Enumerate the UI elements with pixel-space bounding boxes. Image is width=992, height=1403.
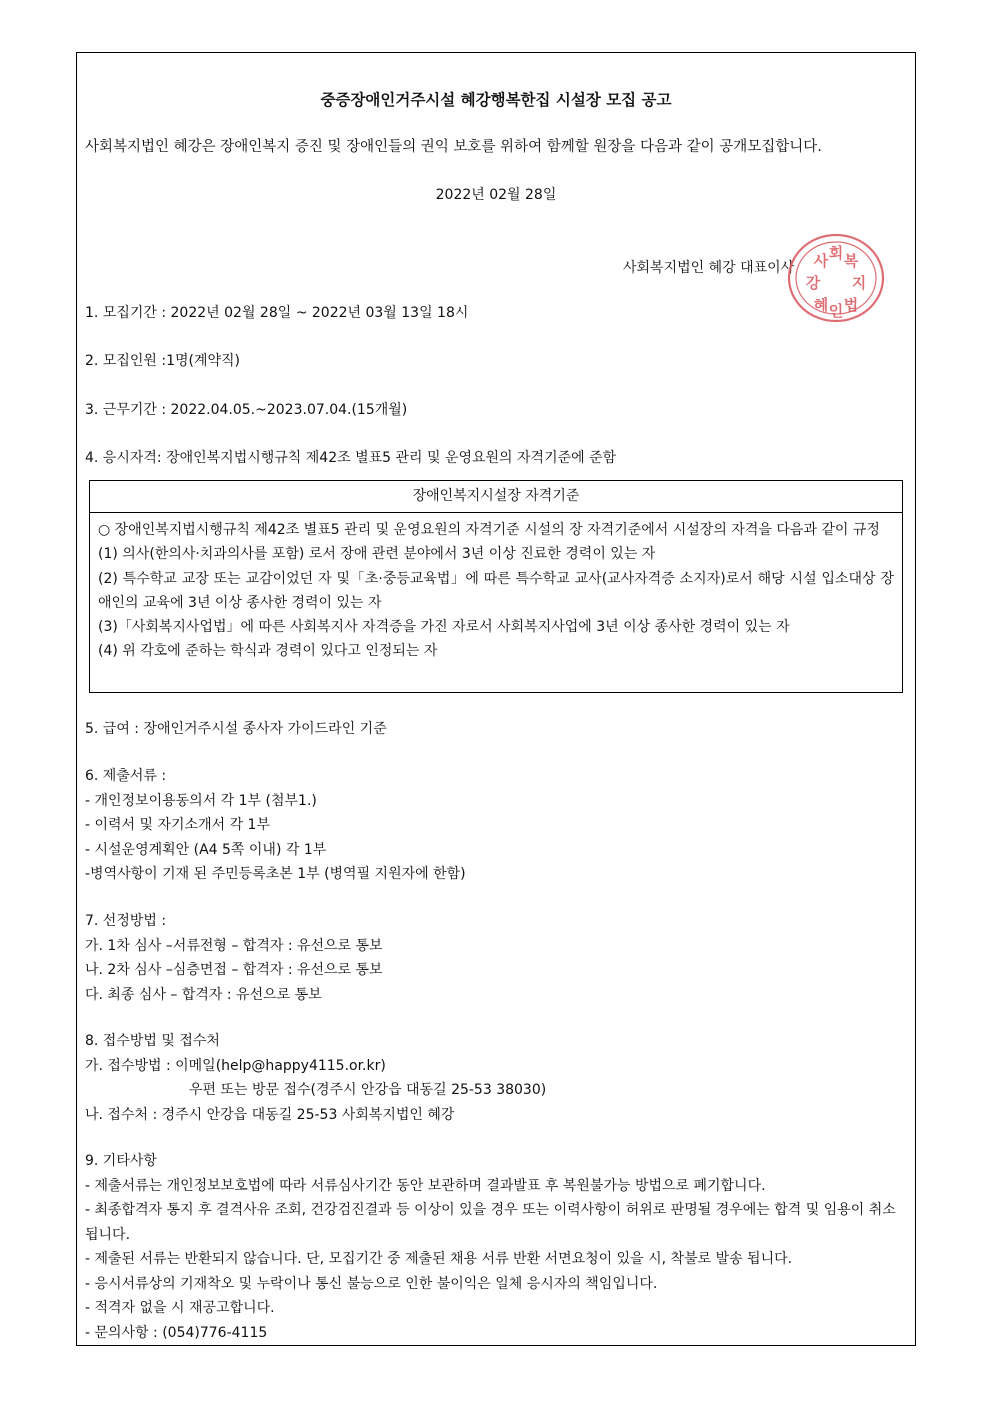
seal-glyph: 혜 [813,296,829,314]
etc-item: - 응시서류상의 기재착오 및 누락이나 통신 불능으로 인한 불이익은 일체 응시자의 책임입니다. [85,1275,658,1292]
documents-section [85,764,466,887]
intro-text: 사회복지법인 혜강은 장애인복지 증진 및 장애인들의 권익 보호를 위하여 함께할 원장을 다음과 같이 공개모집합니다. [85,139,822,155]
submission-method-alt: 우편 또는 방문 접수(경주시 안강읍 대동길 25-53 38030) [189,1082,547,1098]
recruit-count: 2. 모집인원 :1명(계약직) [85,353,240,369]
selection-step: 가. 1차 심사 –서류전형 – 합격자 : 유선으로 통보 [85,937,383,954]
etc-item: - 최종합격자 통지 후 결격사유 조회, 건강검진결과 등 이상이 있을 경우 또는 이력사항이 허위로 판명될 경우에는 합격 및 임용이 취소됩니다. [85,1202,896,1243]
document-item: - 이력서 및 자기소개서 각 1부 [85,817,270,833]
etc-section [85,1149,907,1345]
selection-step: 다. 최종 심사 – 합격자 : 유선으로 통보 [85,986,322,1003]
notice-title: 중증장애인거주시설 혜강행복한집 시설장 모집 공고 [320,91,672,109]
contact-info: - 문의사항 : (054)776-4115 [85,1324,268,1341]
selection-heading: 7. 선정방법 : [85,913,167,929]
salary: 5. 급여 : 장애인거주시설 종사자 가이드라인 기준 [85,721,387,737]
recruit-period: 1. 모집기간 : 2022년 02월 28일 ~ 2022년 03월 13일 18시 [85,305,469,321]
submission-heading: 8. 접수방법 및 접수처 [85,1033,220,1049]
criteria-line: ○ 장애인복지법시행규칙 제42조 별표5 관리 및 운영요원의 자격기준 시설의 장 자격기준에서 시설장의 자격을 다음과 같이 규정 [98,522,880,538]
documents-heading: 6. 제출서류 : [85,768,167,784]
notice-date: 2022년 02월 28일 [435,187,557,203]
qualification: 4. 응시자격: 장애인복지법시행규칙 제42조 별표5 관리 및 운영요원의 자격기준에 준함 [85,450,617,466]
etc-item: - 적격자 없을 시 재공고합니다. [85,1300,275,1316]
qualification-criteria [90,513,902,664]
document-item: - 개인정보이용동의서 각 1부 (첨부1.) [85,792,317,809]
seal-glyph: 강 [805,274,821,292]
selection-step: 나. 2차 심사 –심층면접 – 합격자 : 유선으로 통보 [85,962,383,978]
selection-section [85,909,383,1007]
criteria-line: (3)「사회복지사업법」에 따른 사회복지사 자격증을 가진 자로서 사회복지사업에 3년 이상 종사한 경력이 있는 자 [98,619,790,636]
notice-document [76,52,916,1346]
document-item: - 시설운영계획안 (A4 5쪽 이내) 각 1부 [85,841,327,858]
seal-glyph: 지 [851,274,867,292]
seal-glyph: 복 [843,252,859,270]
seal-glyph: 사 [813,252,829,270]
criteria-line: (1) 의사(한의사·치과의사를 포함) 로서 장애 관련 분야에서 3년 이상 진료한 경력이 있는 자 [98,546,656,563]
etc-heading: 9. 기타사항 [85,1153,157,1169]
seal-glyph: 회 [828,244,844,262]
criteria-line: (2) 특수학교 교장 또는 교감이었던 자 및「초·중등교육법」에 따른 특수학교 교사(교사자격증 소지자)로서 해당 시설 입소대상 장애인의 교육에 3년 이상 종사한 경력이 있는 자 [98,570,894,611]
signer-name: 사회복지법인 혜강 대표이사 [623,260,795,276]
seal-glyph: 인 [828,302,844,320]
official-seal-stamp [783,231,889,325]
work-term: 3. 근무기간 : 2022.04.05.~2023.07.04.(15개월) [85,402,408,418]
submission-method: 가. 접수방법 : 이메일(help@happy4115.or.kr) [85,1057,386,1074]
criteria-line: (4) 위 각호에 준하는 학식과 경력이 있다고 인정되는 자 [98,643,438,660]
etc-item: - 제출된 서류는 반환되지 않습니다. 단, 모집기간 중 제출된 채용 서류 반환 서면요청이 있을 시, 착불로 발송 됩니다. [85,1251,793,1267]
seal-glyph: 법 [843,296,859,314]
qualification-table-header: 장애인복지시설장 자격기준 [90,481,902,513]
submission-section [85,1029,546,1127]
submission-place: 나. 접수처 : 경주시 안강읍 대동길 25-53 사회복지법인 혜강 [85,1106,455,1123]
document-item: -병역사항이 기재 된 주민등록초본 1부 (병역필 지원자에 한함) [85,866,466,882]
etc-item: - 제출서류는 개인정보보호법에 따라 서류심사기간 동안 보관하며 결과발표 후 복원불가능 방법으로 폐기합니다. [85,1177,766,1194]
qualification-table [89,480,903,693]
